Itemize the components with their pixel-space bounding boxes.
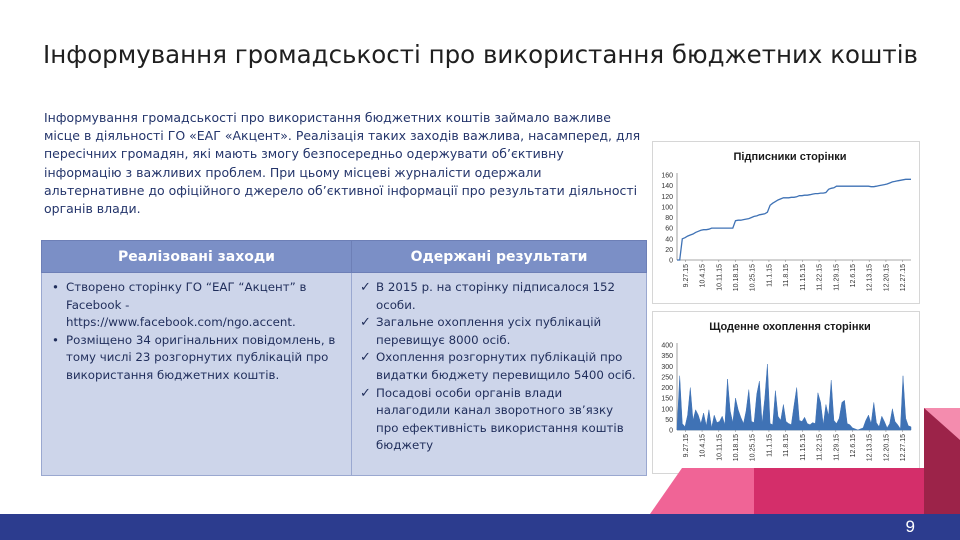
y-tick-label: 50 (665, 416, 673, 424)
y-tick-label: 160 (661, 172, 673, 180)
y-tick-label: 20 (665, 246, 673, 254)
footer-bar (0, 514, 960, 540)
measure-item: • Створено сторінку ГО “ЕАГ “Акцент” в Facebook - https://www.facebook.com/ngo.accent. (48, 279, 343, 332)
x-tick-label: 11.22.15 (816, 264, 824, 291)
y-tick-label: 150 (661, 395, 673, 403)
x-tick-label: 12.6.15 (850, 434, 857, 458)
x-tick-label: 11.8.15 (783, 264, 791, 287)
deco-pink-trapezoid (650, 468, 758, 514)
y-tick-label: 120 (661, 193, 673, 201)
y-tick-label: 100 (661, 406, 673, 414)
x-tick-label: 11.1.15 (766, 434, 774, 457)
y-tick-label: 40 (665, 236, 673, 244)
y-tick-label: 100 (661, 204, 673, 212)
x-tick-label: 12.13.15 (866, 264, 874, 292)
x-tick-label: 11.1.15 (766, 264, 774, 287)
x-tick-label: 10.18.15 (733, 434, 740, 462)
result-item: ✓ В 2015 р. на сторінку підписалося 152 особи. (358, 279, 638, 314)
result-item: ✓ Загальне охоплення усіх публікацій перевищує 8000 осіб. (358, 314, 638, 349)
header-measures: Реалізовані заходи (42, 241, 352, 273)
y-tick-label: 0 (669, 257, 673, 265)
x-tick-label: 10.25.15 (749, 434, 757, 462)
x-tick-label: 12.27.15 (900, 264, 908, 292)
x-tick-label: 11.15.15 (799, 264, 807, 291)
chart-title: Щоденне охоплення сторінки (709, 321, 871, 333)
result-item: ✓ Посадові особи органів влади налагодили канал зворотного зв’язку про ефективність використання коштів бюджету (358, 385, 638, 455)
x-tick-label: 12.20.15 (883, 434, 891, 462)
measure-item: • Розміщено 34 оригінальних повідомлень, в тому числі 23 розгорнутих публікацій про використання бюджетних коштів. (48, 332, 343, 385)
x-tick-label: 12.27.15 (900, 434, 908, 462)
x-tick-label: 10.4.15 (699, 434, 707, 458)
x-tick-label: 11.8.15 (783, 434, 791, 457)
y-tick-label: 80 (665, 215, 673, 222)
y-tick-label: 60 (665, 225, 673, 233)
x-tick-label: 11.29.15 (833, 434, 841, 461)
page-number: 9 (905, 517, 915, 536)
chart-title: Підписники сторінки (733, 151, 847, 163)
y-tick-label: 400 (661, 342, 673, 350)
x-tick-label: 11.15.15 (799, 434, 807, 461)
y-tick-label: 0 (669, 427, 673, 435)
x-tick-label: 10.11.15 (716, 434, 724, 461)
slide-title: Інформування громадськості про використання бюджетних коштів (43, 40, 918, 69)
y-tick-label: 350 (661, 353, 673, 361)
x-tick-label: 9.27.15 (682, 434, 690, 458)
x-tick-label: 10.18.15 (733, 264, 740, 292)
x-tick-label: 10.11.15 (716, 264, 724, 291)
x-tick-label: 10.25.15 (749, 264, 757, 292)
x-tick-label: 12.13.15 (866, 434, 874, 462)
y-tick-label: 200 (661, 385, 673, 392)
x-tick-label: 12.6.15 (850, 264, 857, 288)
y-tick-label: 300 (661, 363, 673, 371)
x-tick-label: 12.20.15 (883, 264, 891, 292)
header-results: Одержані результати (352, 241, 647, 273)
result-item: ✓ Охоплення розгорнутих публікацій про видатки бюджету перевищило 5400 осіб. (358, 349, 638, 384)
x-tick-label: 11.29.15 (833, 264, 841, 291)
x-tick-label: 10.4.15 (699, 264, 707, 288)
x-tick-label: 11.22.15 (816, 434, 824, 461)
deco-magenta-block (754, 468, 924, 514)
y-tick-label: 140 (661, 183, 673, 191)
y-tick-label: 250 (661, 374, 673, 382)
intro-paragraph: Інформування громадськості про використання бюджетних коштів займало важливе місце в діяльності ГО «ЕАГ «Акцент». Реалізація таких заходів важлива, насамперед, для пересічних громадян, які мають змогу безпосередньо одержувати об’єктивну інформацію з важливих проблем. При цьому місцеві журналісти одержали альтернативне до офіційного джерело об’єктивної інформації про результати діяльності органів влади. (44, 110, 641, 217)
x-tick-label: 9.27.15 (682, 264, 690, 288)
